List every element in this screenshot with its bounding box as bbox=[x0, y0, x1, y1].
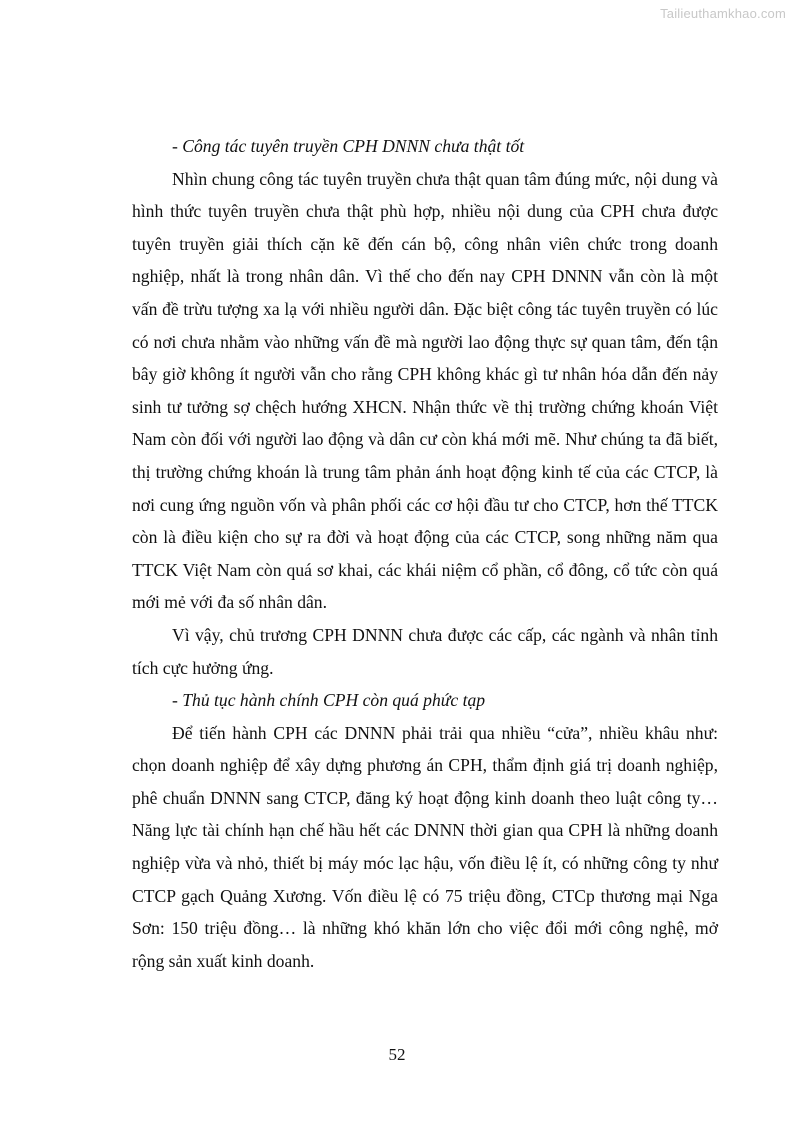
paragraph-propaganda-body: Nhìn chung công tác tuyên truyền chưa thật quan tâm đúng mức, nội dung và hình thức tuyên truyền chưa thật phù hợp, nhiều nội dung của CPH chưa được tuyên truyền giải thích cặn kẽ đến cán bộ, công nhân viên chức trong doanh nghiệp, nhất là trong nhân dân. Vì thế cho đến nay CPH DNNN vẫn còn là một vấn đề trừu tượng xa lạ với nhiều người dân. Đặc biệt công tác tuyên truyền có lúc có nơi chưa nhằm vào những vấn đề mà người lao động thực sự quan tâm, đến tận bây giờ không ít người vẫn cho rằng CPH không khác gì tư nhân hóa dẫn đến nảy sinh tư tưởng sợ chệch hướng XHCN. Nhận thức về thị trường chứng khoán Việt Nam còn đối với người lao động và dân cư còn khá mới mẽ. Như chúng ta đã biết, thị trường chứng khoán là trung tâm phản ánh hoạt động kinh tế của các CTCP, là nơi cung ứng nguồn vốn và phân phối các cơ hội đầu tư cho CTCP, hơn thế TTCK còn là điều kiện cho sự ra đời và hoạt động của các CTCP, song những năm qua TTCK Việt Nam còn quá sơ khai, các khái niệm cổ phần, cổ đông, cổ tức còn quá mới mẻ với đa số nhân dân. bbox=[132, 168, 718, 613]
watermark-text: Tailieuthamkhao.com bbox=[660, 6, 786, 21]
page-number: 52 bbox=[388, 1045, 406, 1064]
paragraph-conclusion: Vì vậy, chủ trương CPH DNNN chưa được các cấp, các ngành và nhân tỉnh tích cực hưởng ứng. bbox=[132, 624, 718, 678]
paragraph-procedures-body: Để tiến hành CPH các DNNN phải trải qua nhiều “cửa”, nhiều khâu như: chọn doanh nghiệp để xây dựng phương án CPH, thẩm định giá trị doanh nghiệp, phê chuẩn DNNN sang CTCP, đăng ký hoạt động kinh doanh theo luật công ty… Năng lực tài chính hạn chế hầu hết các DNNN thời gian qua CPH là những doanh nghiệp vừa và nhỏ, thiết bị máy móc lạc hậu, vốn điều lệ ít, có những công ty như CTCP gạch Quảng Xương. Vốn điều lệ có 75 triệu đồng, CTCp thương mại Nga Sơn: 150 triệu đồng… là những khó khăn lớn cho việc đổi mới công nghệ, mở rộng sản xuất kinh doanh. bbox=[132, 722, 718, 971]
document-body bbox=[132, 130, 718, 977]
section-heading-propaganda: - Công tác tuyên truyền CPH DNNN chưa thật tốt bbox=[172, 136, 525, 156]
section-heading-procedures: - Thủ tục hành chính CPH còn quá phức tạp bbox=[172, 690, 486, 711]
